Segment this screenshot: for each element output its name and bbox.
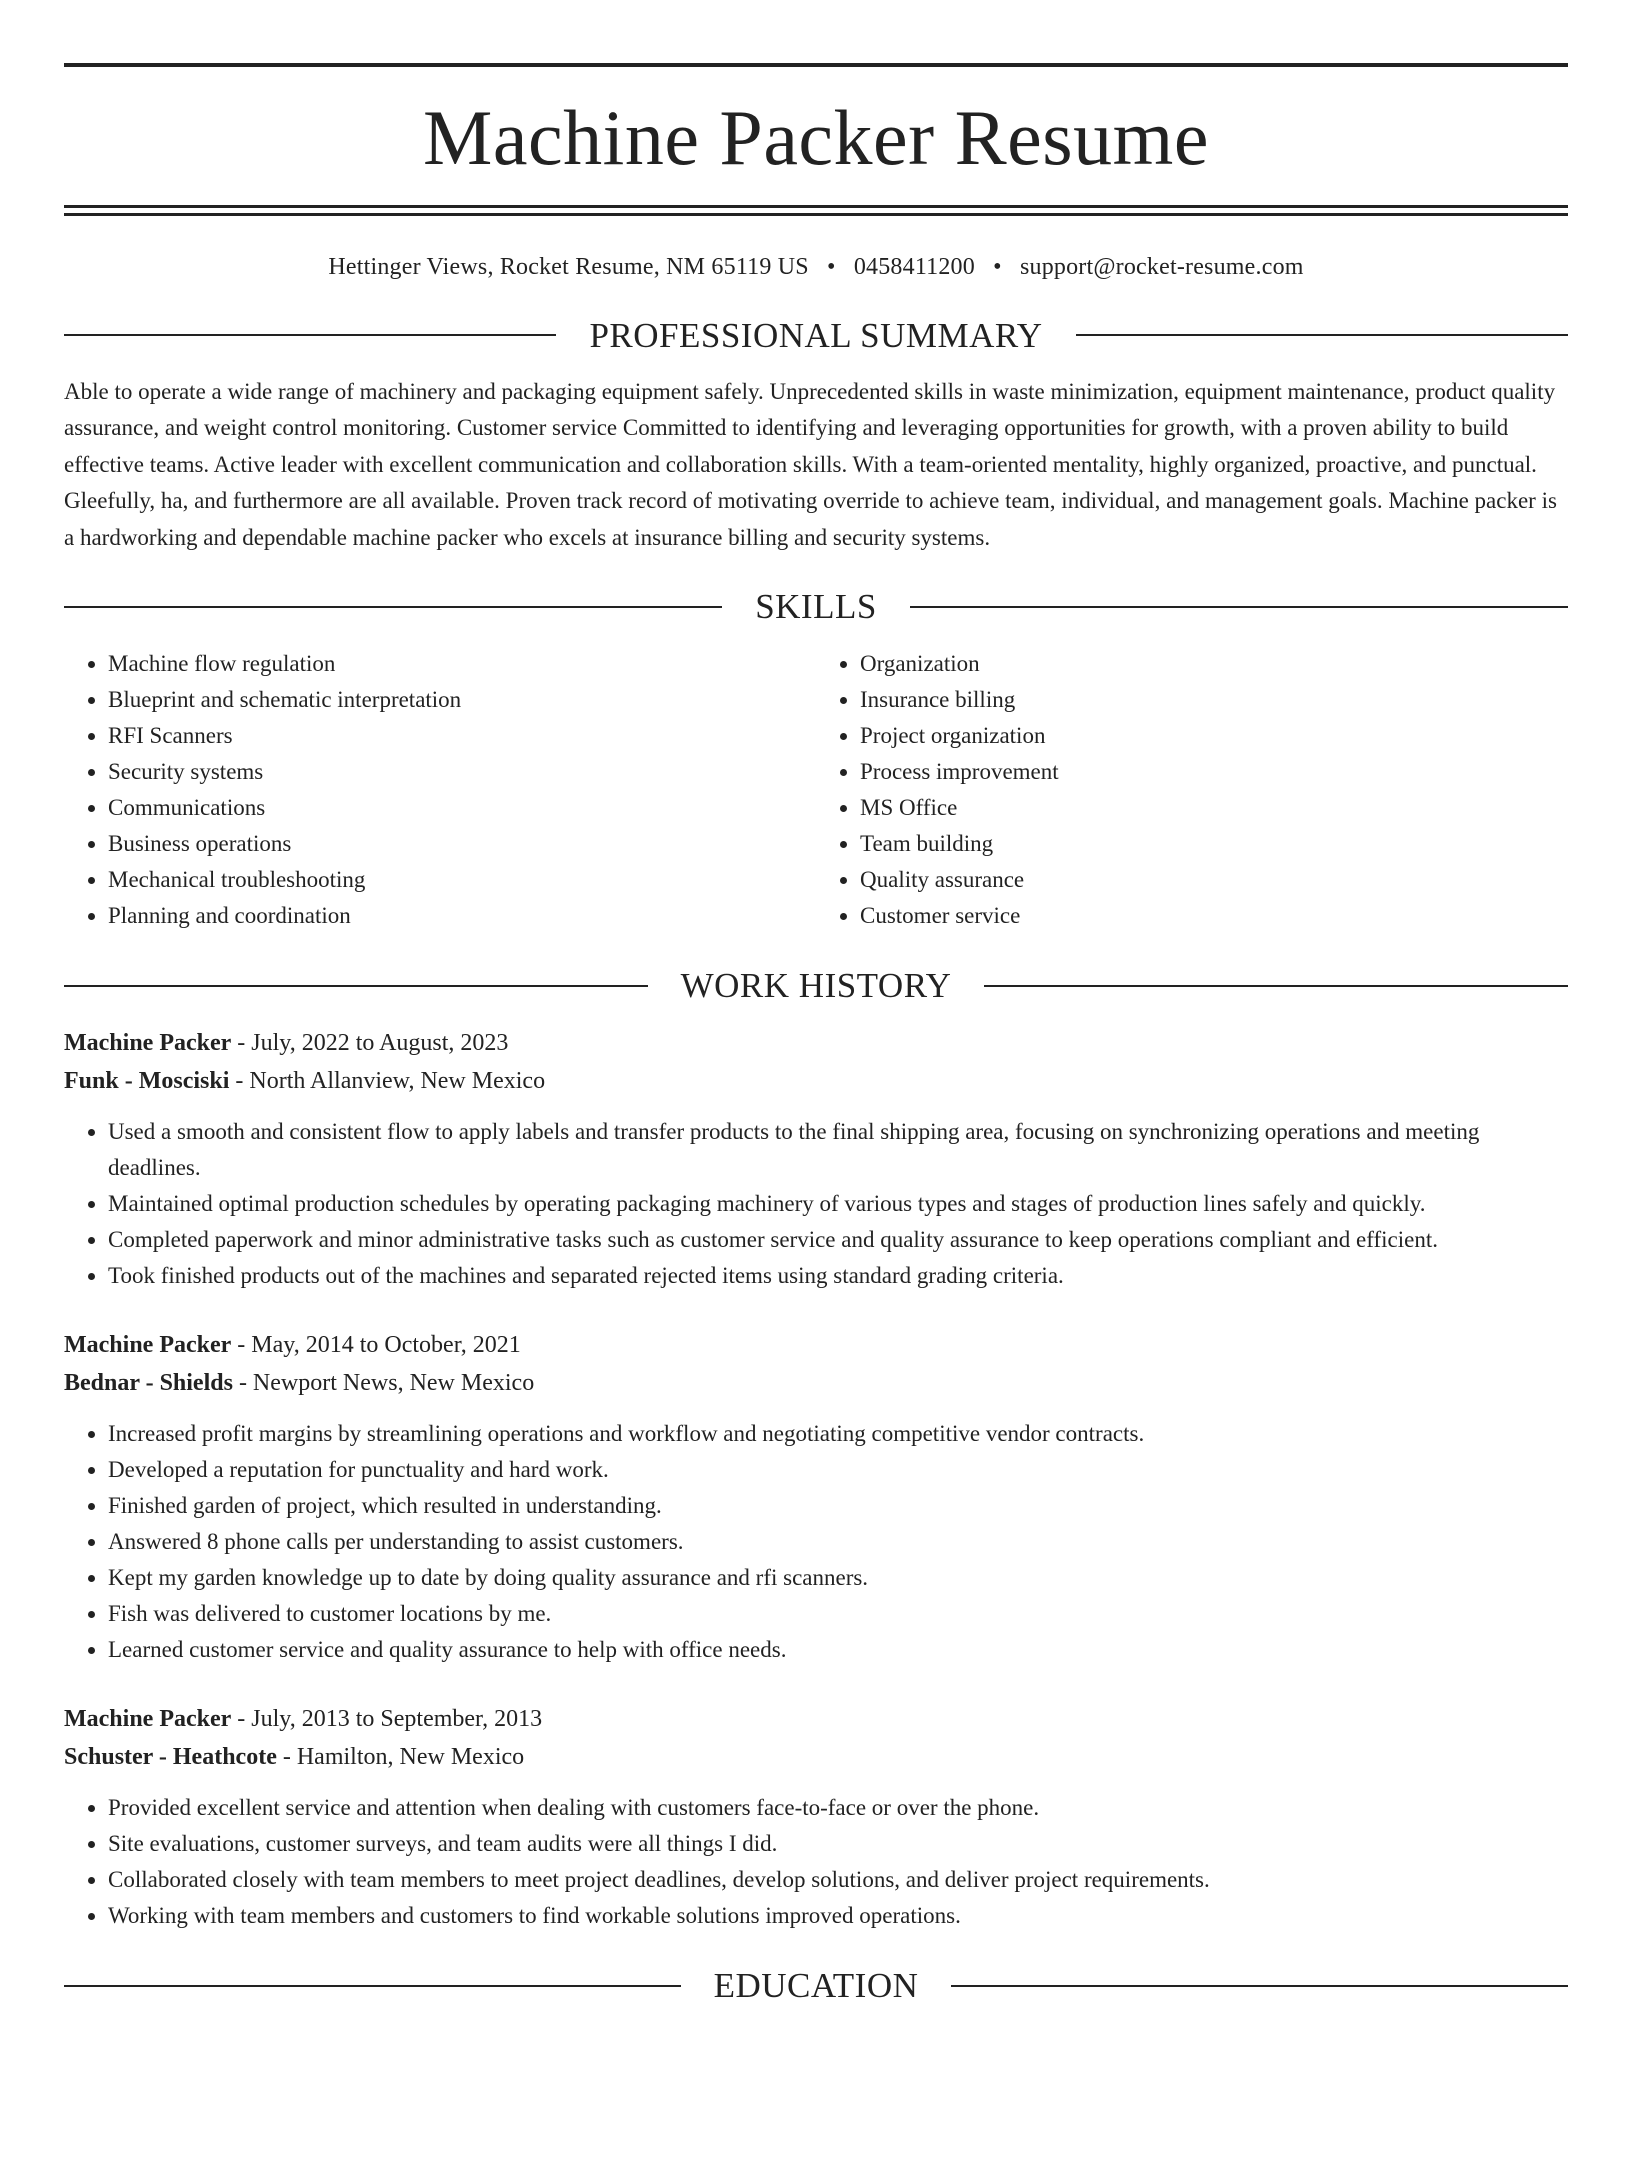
job-bullet: • Maintained optimal production schedules by operating packaging machinery of various types and stages of production lines safely and quickly. bbox=[108, 1186, 1568, 1222]
job-bullets bbox=[64, 1416, 1568, 1668]
resume-title: Machine Packer Resume bbox=[423, 94, 1209, 181]
job-company-line bbox=[64, 1738, 1568, 1776]
skill-item: • MS Office bbox=[860, 790, 1568, 826]
job-title-line bbox=[64, 1024, 1568, 1062]
skills-heading-label: SKILLS bbox=[755, 587, 877, 627]
skills-heading bbox=[64, 587, 1568, 627]
job-dates: - May, 2014 to October, 2021 bbox=[231, 1332, 521, 1359]
skill-item: • Project organization bbox=[860, 718, 1568, 754]
job-bullets bbox=[64, 1790, 1568, 1934]
contact-email[interactable]: support@rocket-resume.com bbox=[1019, 254, 1304, 280]
skill-item: • Blueprint and schematic interpretation bbox=[108, 682, 816, 718]
contact-phone[interactable]: 0458411200 bbox=[853, 254, 975, 280]
job-entry bbox=[64, 1700, 1568, 1934]
work-history-heading bbox=[64, 966, 1568, 1006]
job-title-line bbox=[64, 1700, 1568, 1738]
job-bullet: • Completed paperwork and minor administrative tasks such as customer service and quality assurance to keep operations compliant and efficient. bbox=[108, 1222, 1568, 1258]
job-location: - Hamilton, New Mexico bbox=[276, 1744, 525, 1771]
skills-list-right bbox=[816, 646, 1568, 934]
summary-heading bbox=[64, 315, 1568, 355]
job-title: Machine Packer bbox=[64, 1030, 232, 1057]
job-bullet: • Working with team members and customers to find workable solutions improved operations. bbox=[108, 1898, 1568, 1934]
job-bullet: • Answered 8 phone calls per understanding to assist customers. bbox=[108, 1524, 1568, 1560]
top-rule bbox=[64, 63, 1568, 67]
skill-item: • RFI Scanners bbox=[108, 718, 816, 754]
job-location: - Newport News, New Mexico bbox=[232, 1370, 535, 1397]
job-entry bbox=[64, 1024, 1568, 1294]
job-company-line bbox=[64, 1062, 1568, 1100]
skills-list-left bbox=[64, 646, 816, 934]
contact-separator: • bbox=[827, 254, 836, 280]
job-bullet: • Learned customer service and quality assurance to help with office needs. bbox=[108, 1632, 1568, 1668]
job-location: - North Allanview, New Mexico bbox=[229, 1068, 546, 1095]
education-heading-label: EDUCATION bbox=[713, 1966, 919, 2006]
skill-item: • Mechanical troubleshooting bbox=[108, 862, 816, 898]
skill-item: • Machine flow regulation bbox=[108, 646, 816, 682]
skill-item: • Communications bbox=[108, 790, 816, 826]
job-title: Machine Packer bbox=[64, 1332, 232, 1359]
job-company: Schuster - Heathcote bbox=[64, 1744, 277, 1771]
skill-item: • Business operations bbox=[108, 826, 816, 862]
job-dates: - July, 2013 to September, 2013 bbox=[231, 1706, 543, 1733]
job-bullet: • Site evaluations, customer surveys, and team audits were all things I did. bbox=[108, 1826, 1568, 1862]
job-title-line bbox=[64, 1326, 1568, 1364]
job-bullet: • Collaborated closely with team members to meet project deadlines, develop solutions, and deliver project requirements. bbox=[108, 1862, 1568, 1898]
skill-item: • Team building bbox=[860, 826, 1568, 862]
job-company: Funk - Mosciski bbox=[64, 1068, 230, 1095]
skill-item: • Process improvement bbox=[860, 754, 1568, 790]
summary-text: Able to operate a wide range of machinery and packaging equipment safely. Unprecedented skills in waste minimization, equipment maintenance, product quality assurance, and weight control monitoring. Customer service Committed to identifying and leveraging opportunities for growth, with a proven ability to build effective teams. Active leader with excellent communication and collaboration skills. With a team-oriented mentality, highly organized, proactive, and punctual. Gleefully, ha, and furthermore are all available. Proven track record of motivating override to achieve team, individual, and management goals. Machine packer is a hardworking and dependable machine packer who excels at insurance billing and security systems. bbox=[64, 378, 1557, 550]
skill-item: • Customer service bbox=[860, 898, 1568, 934]
job-bullet: • Took finished products out of the machines and separated rejected items using standard grading criteria. bbox=[108, 1258, 1568, 1294]
education-heading bbox=[64, 1966, 1568, 2006]
contact-line bbox=[64, 253, 1568, 282]
skill-item: • Quality assurance bbox=[860, 862, 1568, 898]
skill-item: • Planning and coordination bbox=[108, 898, 816, 934]
resume-page bbox=[0, 63, 1632, 2175]
job-bullet: • Kept my garden knowledge up to date by doing quality assurance and rfi scanners. bbox=[108, 1560, 1568, 1596]
skill-item: • Security systems bbox=[108, 754, 816, 790]
job-bullet: • Developed a reputation for punctuality and hard work. bbox=[108, 1452, 1568, 1488]
job-title: Machine Packer bbox=[64, 1706, 232, 1733]
job-bullet: • Provided excellent service and attention when dealing with customers face-to-face or over the phone. bbox=[108, 1790, 1568, 1826]
job-bullets bbox=[64, 1114, 1568, 1294]
job-company: Bednar - Shields bbox=[64, 1370, 233, 1397]
skill-item: • Insurance billing bbox=[860, 682, 1568, 718]
summary-heading-label: PROFESSIONAL SUMMARY bbox=[589, 315, 1043, 355]
job-company-line bbox=[64, 1364, 1568, 1402]
title-double-rule bbox=[64, 205, 1568, 216]
job-bullet: • Used a smooth and consistent flow to apply labels and transfer products to the final shipping area, focusing on synchronizing operations and meeting deadlines. bbox=[108, 1114, 1568, 1186]
skills-columns bbox=[64, 646, 1568, 934]
contact-address: Hettinger Views, Rocket Resume, NM 65119 US bbox=[328, 254, 809, 280]
job-bullet: • Fish was delivered to customer locations by me. bbox=[108, 1596, 1568, 1632]
contact-separator: • bbox=[993, 254, 1002, 280]
skill-item: • Organization bbox=[860, 646, 1568, 682]
job-dates: - July, 2022 to August, 2023 bbox=[231, 1030, 509, 1057]
work-history-heading-label: WORK HISTORY bbox=[680, 966, 952, 1006]
job-bullet: • Increased profit margins by streamlining operations and workflow and negotiating competitive vendor contracts. bbox=[108, 1416, 1568, 1452]
job-entry bbox=[64, 1326, 1568, 1668]
job-bullet: • Finished garden of project, which resulted in understanding. bbox=[108, 1488, 1568, 1524]
